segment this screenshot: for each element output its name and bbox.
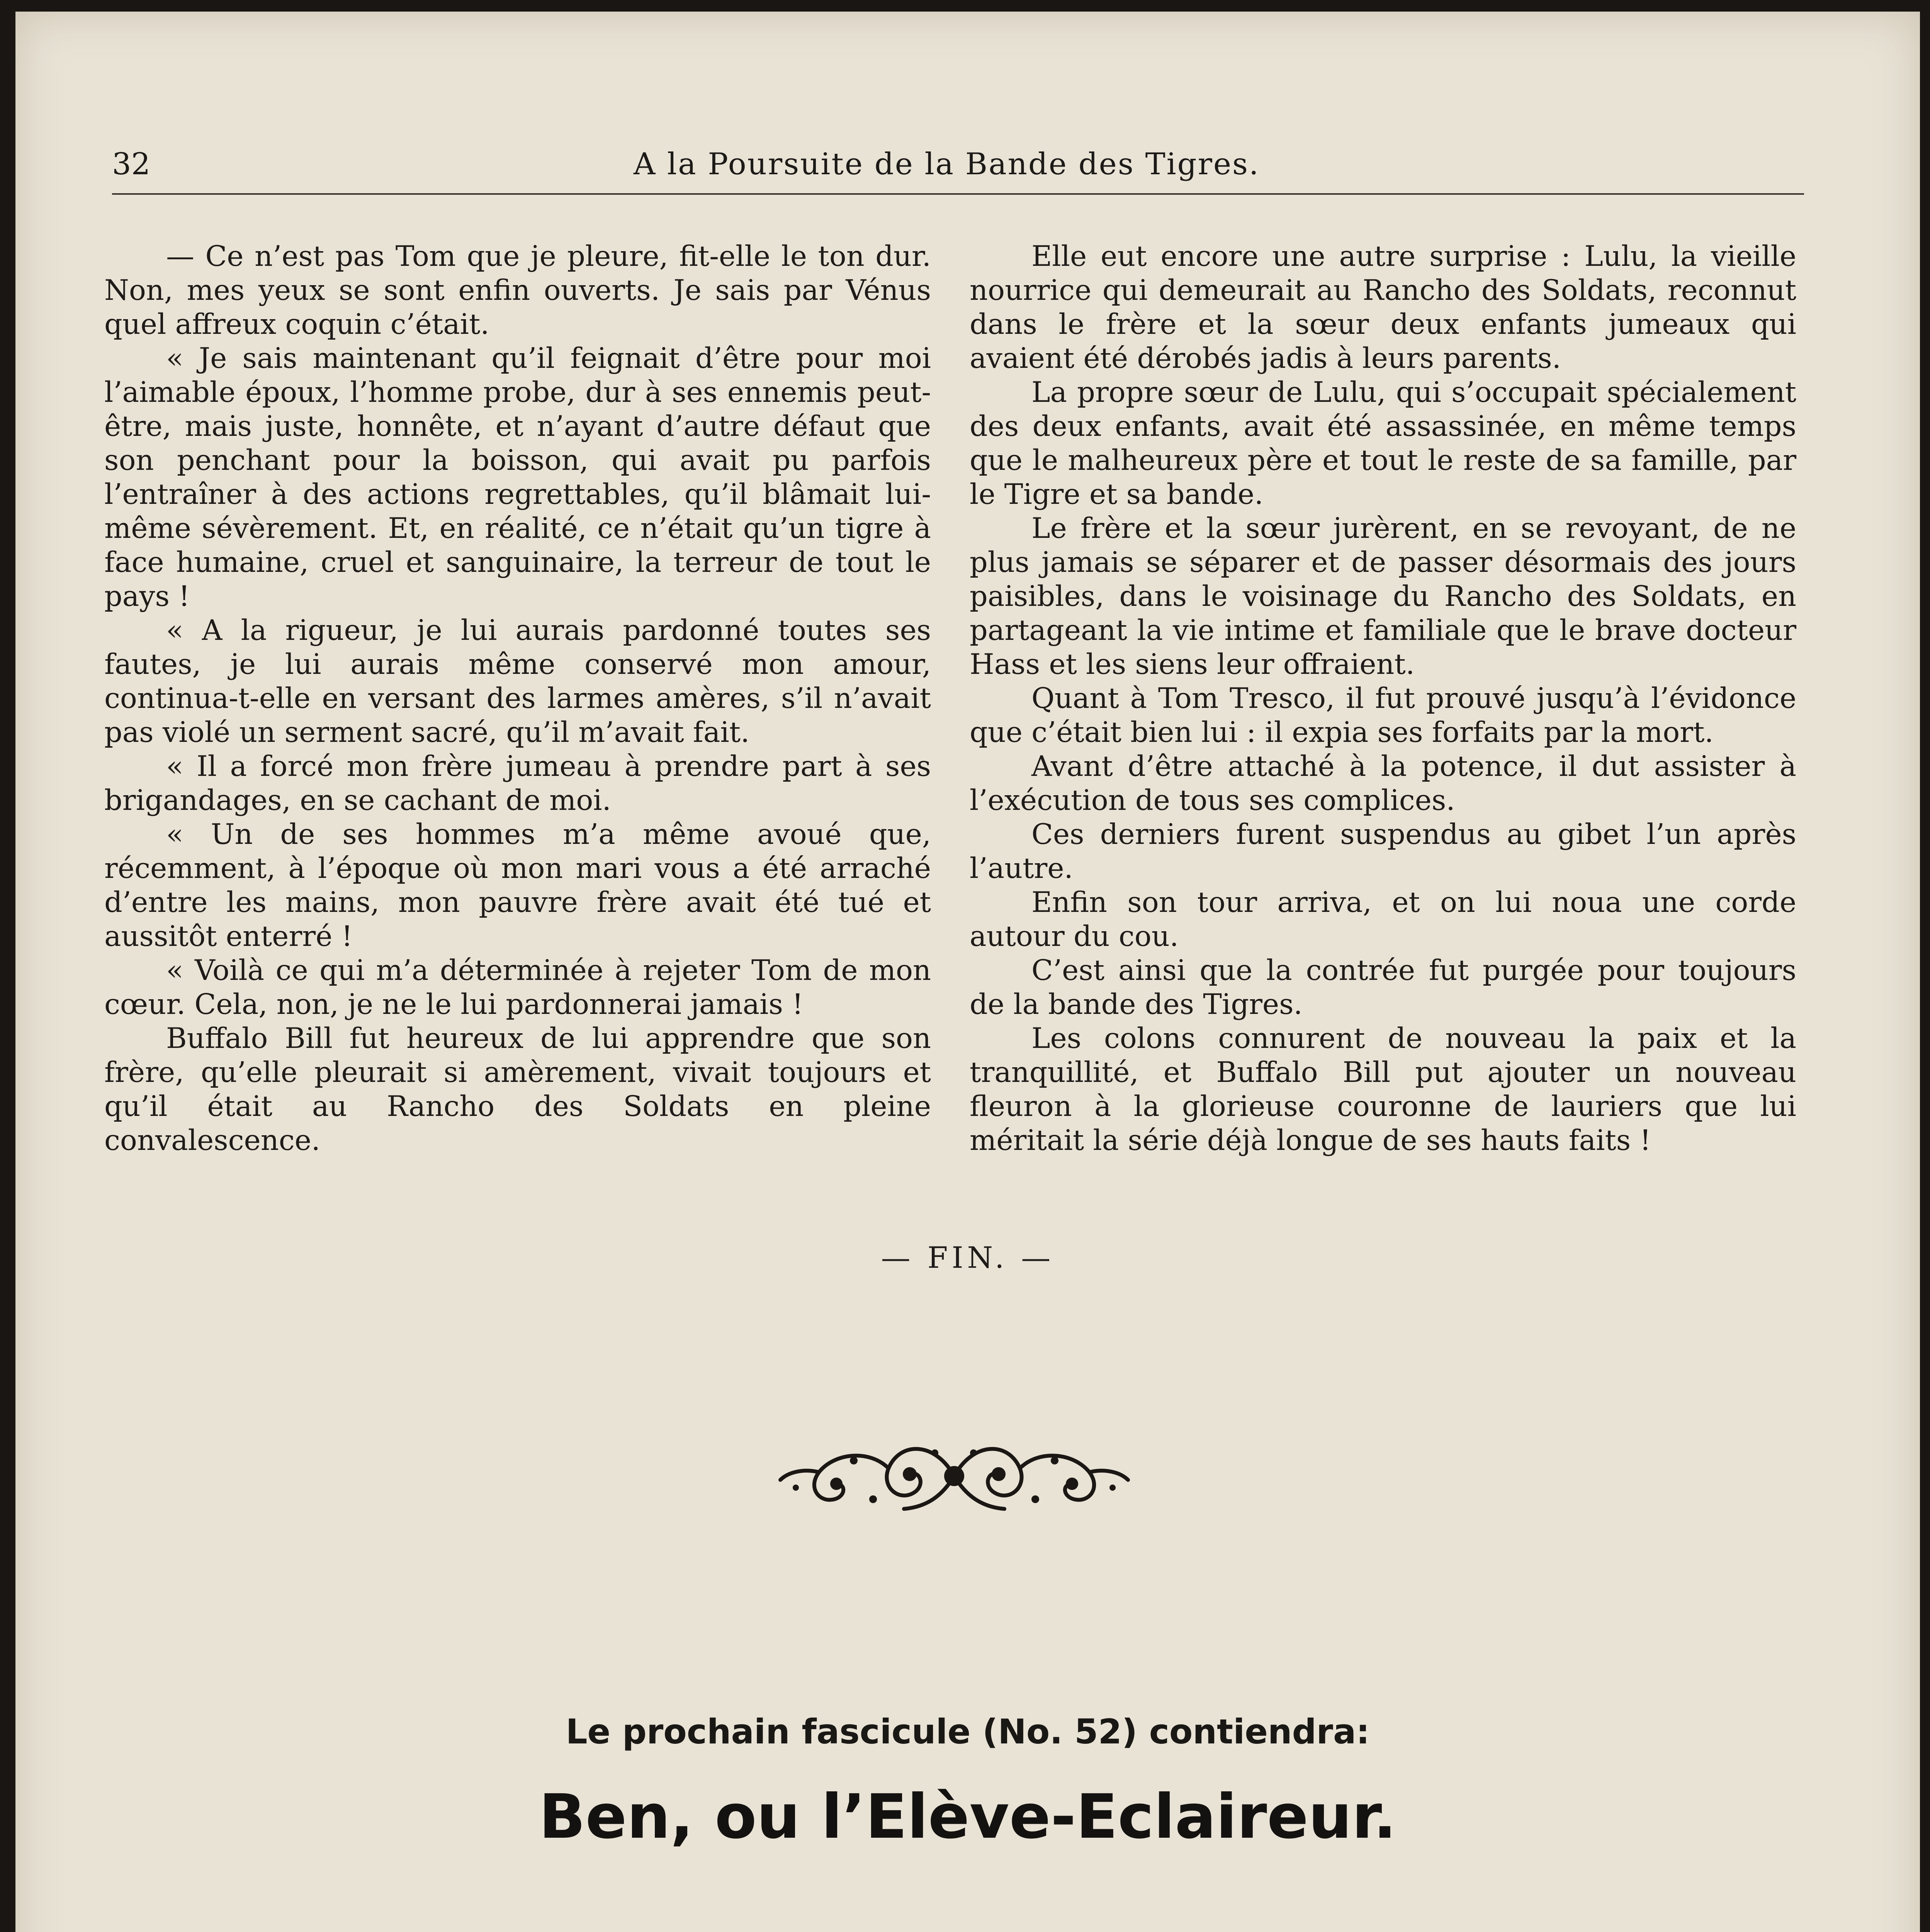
paragraph: Avant d’être attaché à la potence, il dut assister à l’exécution de tous ses complices. (970, 750, 1796, 817)
paragraph: Enfin son tour arriva, et on lui noua une corde autour du cou. (970, 886, 1796, 953)
next-issue-title: Ben, ou l’Elève-Eclaireur. (539, 1781, 1397, 1852)
page-number: 32 (112, 147, 151, 182)
paragraph: La propre sœur de Lulu, qui s’occupait spécialement des deux enfants, avait été assassinée, en même temps que le malheureux père et tout le reste de sa famille, par le Tigre et sa bande. (970, 376, 1796, 511)
page-header (112, 147, 1804, 189)
paragraph: « Un de ses hommes m’a même avoué que, récemment, à l’époque où mon mari vous a été arraché d’entre les mains, mon pauvre frère avait été tué et aussitôt enterré ! (104, 818, 931, 953)
paragraph: « Je sais maintenant qu’il feignait d’être pour moi l’aimable époux, l’homme probe, dur à ses ennemis peut-être, mais juste, honnête, et n’ayant d’autre défaut que son penchant pour la boisson, qui avait pu parfois l’entraîner à des actions regrettables, qu’il blâmait lui-même sévèrement. Et, en réalité, ce n’était qu’un tigre à face humaine, cruel et sanguinaire, la terreur de tout le pays ! (104, 342, 931, 613)
running-title: A la Poursuite de la Bande des Tigres. (634, 147, 1260, 182)
paragraph: « A la rigueur, je lui aurais pardonné toutes ses fautes, je lui aurais même conservé mon amour, continua-t-elle en versant des larmes amères, s’il n’avait pas violé un serment sacré, qu’il m’avait fait. (104, 614, 931, 749)
paragraph: « Voilà ce qui m’a déterminée à rejeter Tom de mon cœur. Cela, non, je ne le lui pardonnerai jamais ! (104, 954, 931, 1021)
next-issue-announcement: Le prochain fascicule (No. 52) contiendra: (566, 1712, 1370, 1752)
book-page (15, 12, 1920, 1932)
paragraph: Le frère et la sœur jurèrent, en se revoyant, de ne plus jamais se séparer et de passer désormais des jours paisibles, dans le voisinage du Rancho des Soldats, en partageant la vie intime et familiale que le brave docteur Hass et les siens leur offraient. (970, 512, 1796, 681)
paragraph: Ces derniers furent suspendus au gibet l’un après l’autre. (970, 818, 1796, 885)
paragraph: Buffalo Bill fut heureux de lui apprendre que son frère, qu’elle pleurait si amèrement, vivait toujours et qu’il était au Rancho des Soldats en pleine convalescence. (104, 1022, 931, 1157)
header-rule (112, 193, 1804, 195)
end-mark: — FIN. — (881, 1240, 1055, 1275)
paragraph: — Ce n’est pas Tom que je pleure, fit-elle le ton dur. Non, mes yeux se sont enfin ouverts. Je sais par Vénus quel affreux coquin c’était. (104, 240, 931, 341)
left-text-column (104, 240, 931, 1158)
paragraph: Elle eut encore une autre surprise : Lulu, la vieille nourrice qui demeurait au Rancho des Soldats, reconnut dans le frère et la sœur deux enfants jumeaux qui avaient été dérobés jadis à leurs parents. (970, 240, 1796, 375)
paragraph: Quant à Tom Tresco, il fut prouvé jusqu’à l’évidonce que c’était bien lui : il expia ses forfaits par la mort. (970, 682, 1796, 749)
paragraph: « Il a forcé mon frère jumeau à prendre part à ses brigandages, en se cachant de moi. (104, 750, 931, 817)
paragraph: C’est ainsi que la contrée fut purgée pour toujours de la bande des Tigres. (970, 954, 1796, 1021)
scroll-ornament-icon (773, 1426, 1136, 1526)
paragraph: Les colons connurent de nouveau la paix et la tranquillité, et Buffalo Bill put ajouter un nouveau fleuron à la glorieuse couronne de lauriers que lui méritait la série déjà longue de ses hauts faits ! (970, 1022, 1796, 1157)
right-text-column (970, 240, 1796, 1158)
